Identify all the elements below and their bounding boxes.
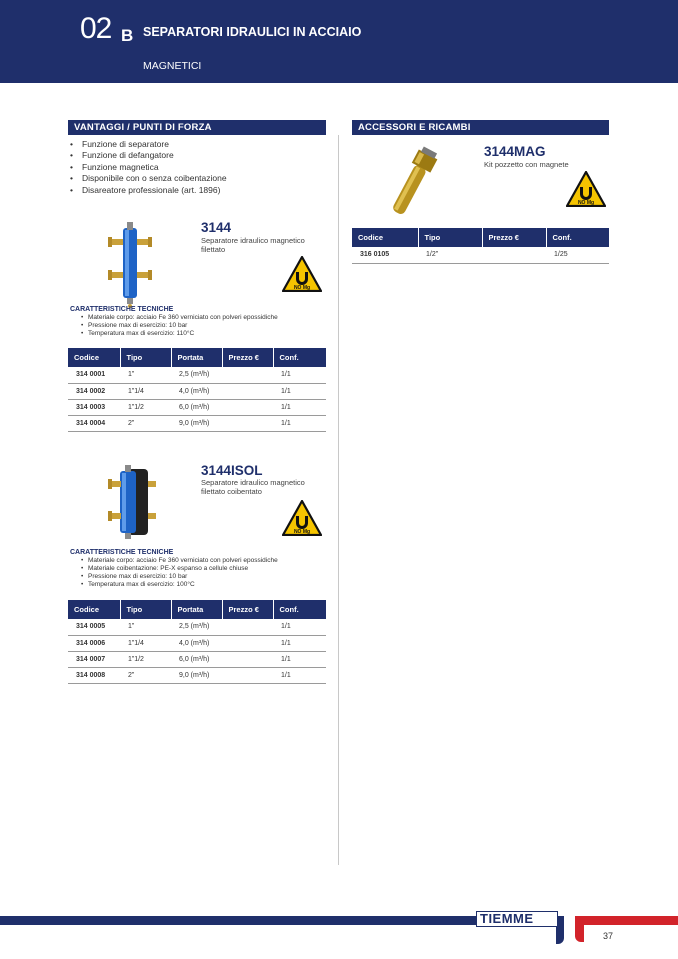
- no-magnesium-warning-icon: [282, 500, 322, 536]
- advantages-list: [70, 139, 325, 196]
- table-row: [352, 247, 609, 263]
- cell-conf: 1/1: [273, 383, 326, 399]
- description-line: filettato: [201, 245, 226, 254]
- table-row: [68, 383, 326, 399]
- list-item: • Temperatura max di esercizio: 100°C: [79, 581, 329, 589]
- table-row: [68, 367, 326, 383]
- product-table-3144: [68, 348, 326, 432]
- page-number: 37: [603, 931, 614, 941]
- table-row: [68, 651, 326, 667]
- cell-flow: 2,5 (m³/h): [171, 367, 222, 383]
- table-row: [68, 635, 326, 651]
- list-item: • Funzione magnetica: [70, 162, 325, 173]
- footer-bar: [0, 916, 480, 925]
- footer-accent: [582, 916, 678, 925]
- product-description: Kit pozzetto con magnete: [484, 160, 569, 169]
- cell-code: 316 0105: [352, 247, 418, 263]
- separator-3144-image: [108, 222, 154, 308]
- table-row: [68, 667, 326, 683]
- cell-type: 1”: [120, 367, 171, 383]
- list-item: • Materiale coibentazione: PE-X espanso a cellule chiuse: [79, 565, 329, 573]
- cell-price: [222, 619, 273, 635]
- cell-price: [222, 667, 273, 683]
- cell-type: 1”1/4: [120, 635, 171, 651]
- separator-3144isol-image: [108, 465, 158, 541]
- column-header: Tipo: [418, 228, 482, 247]
- product-code-3144: 3144: [201, 220, 232, 235]
- cell-price: [222, 367, 273, 383]
- column-header: Prezzo €: [222, 600, 273, 619]
- cell-price: [222, 651, 273, 667]
- column-divider: [338, 135, 339, 865]
- list-item: • Pressione max di esercizio: 10 bar: [79, 322, 329, 330]
- cell-type: 1”1/4: [120, 383, 171, 399]
- column-header: Codice: [68, 348, 120, 367]
- product-code-3144mag: 3144MAG: [484, 144, 546, 159]
- cell-flow: 2,5 (m³/h): [171, 619, 222, 635]
- cell-type: 1”1/2: [120, 399, 171, 415]
- cell-code: 314 0006: [68, 635, 120, 651]
- product-code-3144isol: 3144ISOL: [201, 463, 263, 478]
- list-item: • Materiale corpo: acciaio Fe 360 verniciato con polveri epossidiche: [79, 557, 329, 565]
- specs-list: [79, 314, 329, 338]
- no-magnesium-warning-icon: [282, 256, 322, 292]
- column-header: Tipo: [120, 600, 171, 619]
- chapter-title: SEPARATORI IDRAULICI IN ACCIAIO: [143, 25, 362, 39]
- cell-code: 314 0008: [68, 667, 120, 683]
- table-row: [68, 399, 326, 415]
- cell-code: 314 0003: [68, 399, 120, 415]
- specs-title: CARATTERISTICHE TECNICHE: [70, 549, 174, 556]
- cell-price: [222, 415, 273, 431]
- cell-flow: 9,0 (m³/h): [171, 415, 222, 431]
- column-header: Conf.: [273, 348, 326, 367]
- cell-code: 314 0004: [68, 415, 120, 431]
- description-line: Separatore idraulico magnetico: [201, 236, 305, 245]
- cell-flow: 9,0 (m³/h): [171, 667, 222, 683]
- cell-type: 2”: [120, 667, 171, 683]
- warning-label: NO Mg: [293, 285, 311, 291]
- advantages-section-header: VANTAGGI / PUNTI DI FORZA: [68, 120, 326, 135]
- list-item: • Disareatore professionale (art. 1896): [70, 185, 325, 196]
- table-row: [68, 415, 326, 431]
- cell-code: 314 0001: [68, 367, 120, 383]
- cell-conf: 1/25: [546, 247, 609, 263]
- column-header: Portata: [171, 600, 222, 619]
- column-header: Prezzo €: [482, 228, 546, 247]
- cell-conf: 1/1: [273, 367, 326, 383]
- cell-price: [222, 383, 273, 399]
- table-row: [68, 619, 326, 635]
- cell-type: 1/2”: [418, 247, 482, 263]
- product-description: [201, 236, 305, 254]
- specs-list: [79, 557, 329, 589]
- column-header: Codice: [352, 228, 418, 247]
- cell-price: [222, 635, 273, 651]
- product-description: [201, 478, 305, 496]
- page-header: [0, 0, 678, 83]
- cell-code: 314 0007: [68, 651, 120, 667]
- cell-flow: 6,0 (m³/h): [171, 651, 222, 667]
- chapter-number: 02: [80, 12, 112, 45]
- cell-code: 314 0002: [68, 383, 120, 399]
- magnet-well-kit-image: [376, 145, 452, 219]
- cell-conf: 1/1: [273, 651, 326, 667]
- cell-code: 314 0005: [68, 619, 120, 635]
- cell-conf: 1/1: [273, 667, 326, 683]
- column-header: Codice: [68, 600, 120, 619]
- column-header: Prezzo €: [222, 348, 273, 367]
- cell-flow: 4,0 (m³/h): [171, 383, 222, 399]
- cell-price: [222, 399, 273, 415]
- list-item: • Disponibile con o senza coibentazione: [70, 173, 325, 184]
- cell-type: 2”: [120, 415, 171, 431]
- warning-label: NO Mg: [577, 200, 595, 206]
- cell-conf: 1/1: [273, 415, 326, 431]
- warning-label: NO Mg: [293, 529, 311, 535]
- specs-title: CARATTERISTICHE TECNICHE: [70, 306, 174, 313]
- column-header: Conf.: [546, 228, 609, 247]
- chapter-letter: B: [121, 26, 134, 45]
- cell-conf: 1/1: [273, 399, 326, 415]
- cell-flow: 4,0 (m³/h): [171, 635, 222, 651]
- description-line: Separatore idraulico magnetico: [201, 478, 305, 487]
- column-header: Conf.: [273, 600, 326, 619]
- cell-conf: 1/1: [273, 619, 326, 635]
- cell-type: 1”1/2: [120, 651, 171, 667]
- list-item: • Funzione di defangatore: [70, 150, 325, 161]
- no-magnesium-warning-icon: [566, 171, 606, 207]
- column-header: Portata: [171, 348, 222, 367]
- chapter-subtitle: MAGNETICI: [143, 60, 202, 72]
- cell-flow: 6,0 (m³/h): [171, 399, 222, 415]
- brand-logo: TIEMME: [480, 911, 534, 926]
- column-header: Tipo: [120, 348, 171, 367]
- cell-conf: 1/1: [273, 635, 326, 651]
- list-item: • Pressione max di esercizio: 10 bar: [79, 573, 329, 581]
- cell-type: 1”: [120, 619, 171, 635]
- product-table-3144isol: [68, 600, 326, 684]
- product-table-3144mag: [352, 228, 609, 264]
- description-line: filettato coibentato: [201, 487, 262, 496]
- list-item: • Temperatura max di esercizio: 110°C: [79, 330, 329, 338]
- list-item: • Funzione di separatore: [70, 139, 325, 150]
- cell-price: [482, 247, 546, 263]
- accessories-section-header: ACCESSORI E RICAMBI: [352, 120, 609, 135]
- list-item: • Materiale corpo: acciaio Fe 360 verniciato con polveri epossidiche: [79, 314, 329, 322]
